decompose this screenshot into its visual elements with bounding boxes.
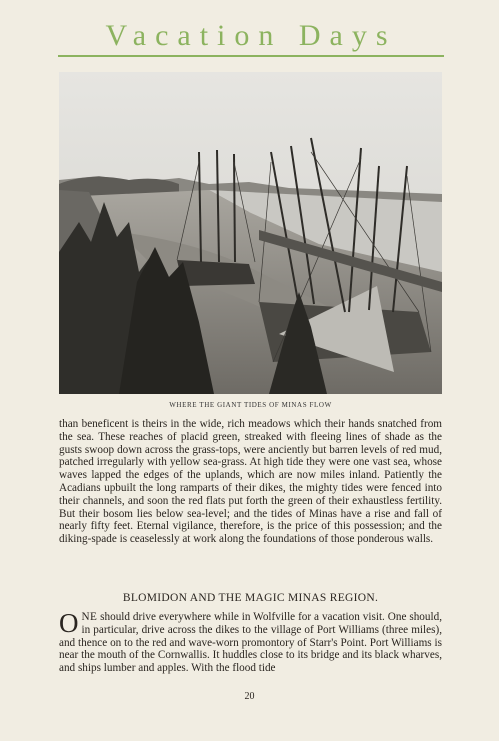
photo-caption: WHERE THE GIANT TIDES OF MINAS FLOW (169, 401, 332, 409)
running-header (58, 20, 444, 57)
first-word-rest: NE (81, 611, 98, 623)
harbor-photograph (59, 72, 442, 394)
header-title: Vacation Days (105, 19, 397, 52)
header-rule (58, 55, 444, 57)
page-number: 20 (244, 691, 255, 702)
photo-illustration (59, 72, 442, 394)
drop-cap: O (59, 608, 79, 638)
section-heading: BLOMIDON AND THE MAGIC MINAS REGION. (122, 592, 379, 604)
paragraph-continued: than beneficent is theirs in the wide, rich meadows which their hands snatched from the sea. These reaches of placid green, streaked with fleeing lines of shade as the gusts swoop down across the grass-tops, were anciently but barren levels of red mud, patched irregularly with yellow sea-grass. At high tide they were one vast sea, whose waves lapped the edges of the uplands, which are now miles inland. Patiently the Acadians upbuilt the long ramparts of their dikes, the mighty tides were fenced into their channels, and soon the red flats put forth the green of their exhaustless fertility. But their bosom lies below sea-level; and the tides of Minas have a rise and fall of nearly fifty feet. Eternal vigilance, therefore, is the price of this possession; and the diking-spade is ceaselessly at work along the foundations of those ponderous walls. (59, 418, 442, 546)
section-paragraph (59, 608, 442, 687)
section-paragraph-text: should drive everywhere while in Wolfville for a vacation visit. One should, in particular, drive across the dikes to the village of Port Williams (three miles), and thence on to the red and wave-worn promontory of Starr's Point. Port Williams is near the mouth of the Cornwallis. It huddles close to its bridge and its black wharves, and ships lumber and apples. With the flood tide (59, 611, 442, 675)
